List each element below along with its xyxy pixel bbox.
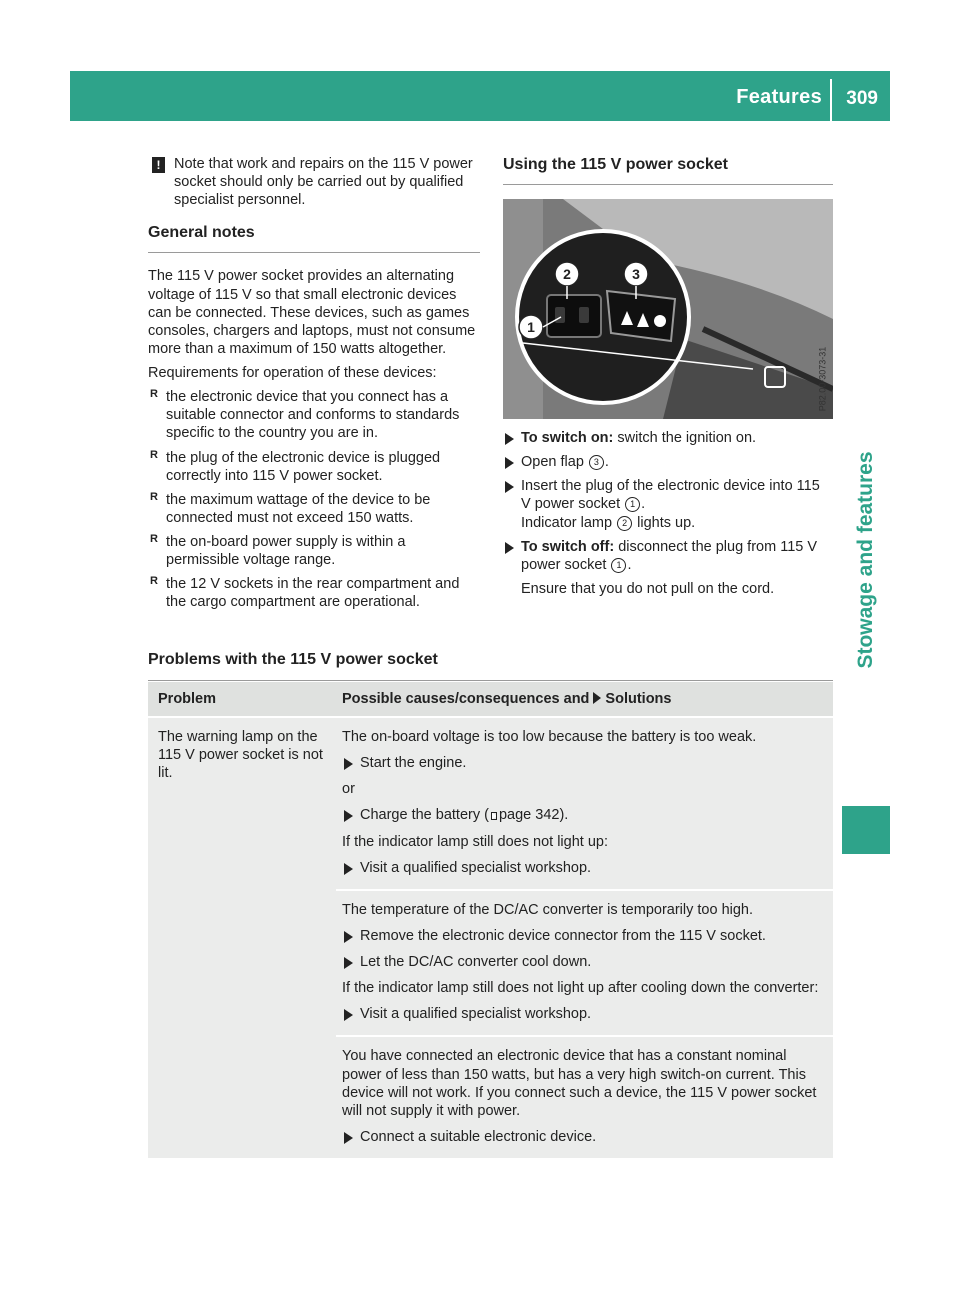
right-column — [503, 155, 833, 604]
callout-ref: 1 — [625, 497, 640, 512]
warning-text: Note that work and repairs on the 115 V power socket should only be carried out by qualified specialist personnel. — [174, 156, 473, 209]
action-item: Start the engine. — [342, 754, 827, 772]
socket-flap — [607, 291, 675, 341]
page-number: 309 — [846, 88, 878, 109]
problems-table — [148, 682, 833, 1158]
warning-icon: ! — [152, 157, 165, 173]
warning-note — [148, 155, 480, 209]
problems-heading: Problems with the 115 V power socket — [148, 650, 833, 681]
action-item: Visit a qualified specialist workshop. — [342, 1005, 827, 1023]
action-item: Connect a suitable electronic device. — [342, 1128, 827, 1146]
table-row — [148, 718, 833, 1158]
section-title: Features — [736, 86, 822, 108]
callout-3 — [624, 262, 648, 286]
step-switch-on: To switch on: switch the ignition on. — [503, 429, 833, 447]
using-heading: Using the 115 V power socket — [503, 155, 833, 185]
list-item: R the plug of the electronic device is plugged correctly into 115 V power socket. — [148, 449, 480, 485]
list-item: R the on-board power supply is within a permissible voltage range. — [148, 533, 480, 569]
chapter-marker — [842, 806, 890, 854]
table-header — [148, 682, 833, 716]
action-item: Charge the battery ( page 342). — [342, 806, 827, 824]
image-code: P82.00-3073-31 — [817, 346, 828, 411]
action-item: Let the DC/AC converter cool down. — [342, 953, 827, 971]
header-divider — [830, 79, 832, 121]
callout-ref: 3 — [589, 455, 604, 470]
causes-cell — [336, 718, 833, 1158]
callout-ref: 2 — [617, 516, 632, 531]
power-socket-illustration — [503, 199, 833, 419]
col-causes-header: Possible causes/consequences and Solutions — [342, 690, 672, 707]
action-item: Remove the electronic device connector from the 115 V socket. — [342, 927, 827, 945]
svg-text:1: 1 — [527, 319, 535, 335]
list-item: R the maximum wattage of the device to be connected must not exceed 150 watts. — [148, 491, 480, 527]
chapter-tab-label: Stowage and features — [853, 451, 877, 669]
list-item: R the electronic device that you connect has a suitable connector and conforms to standards specific to the country you are in. — [148, 388, 480, 442]
cause-switch-on-current: You have connected an electronic device that has a constant nominal power of less than 150 watts, but has a very high switch-on current. This device will not work. If you connect such a device, the 115 V power socket will not supply it with power. Connect a suitable electronic device. — [336, 1037, 833, 1158]
cause-battery: The on-board voltage is too low because the battery is too weak. Start the engine. or Charge the battery ( page 342). If the indicator lamp still does not light up: Visit a qualified specialist workshop. — [336, 718, 833, 891]
power-socket-photo — [503, 199, 833, 419]
callout-1 — [519, 315, 543, 339]
chapter-tab — [842, 410, 890, 710]
action-item: Visit a qualified specialist workshop. — [342, 859, 827, 877]
general-notes-heading: General notes — [148, 223, 480, 253]
general-notes-text: The 115 V power socket provides an alternating voltage of 115 V so that small electronic devices can be connected. These devices, such as games consoles, chargers and laptops, must not consume more than a maximum of 150 watts altogether. — [148, 268, 476, 357]
callout-2 — [555, 262, 579, 286]
list-item: R the 12 V sockets in the rear compartment and the cargo compartment are operational. — [148, 575, 480, 611]
problem-cell: The warning lamp on the 115 V power socket is not lit. — [158, 729, 323, 782]
step-switch-off: To switch off: disconnect the plug from 115 V power socket 1 . Ensure that you do not pull on the cord. — [503, 538, 833, 598]
page-header — [70, 71, 890, 121]
cause-temperature: The temperature of the DC/AC converter is temporarily too high. Remove the electronic device connector from the 115 V socket. Let the DC/AC converter cool down. If the indicator lamp still does not light up after cooling down the converter: Visit a qualified specialist workshop. — [336, 891, 833, 1038]
left-column — [148, 155, 480, 618]
step-open-flap: Open flap 3 . — [503, 453, 833, 471]
cord-note: Ensure that you do not pull on the cord. — [521, 580, 775, 597]
requirements-list — [148, 388, 480, 611]
step-insert-plug: Insert the plug of the electronic device into 115 V power socket 1 . Indicator lamp 2 lights up. — [503, 477, 833, 531]
svg-text:2: 2 — [563, 266, 571, 282]
requirements-intro: Requirements for operation of these devices: — [148, 365, 437, 381]
callout-ref: 1 — [611, 558, 626, 573]
page-ref-icon — [491, 812, 497, 820]
arrow-icon — [593, 692, 601, 704]
col-problem-header: Problem — [158, 690, 217, 707]
svg-text:3: 3 — [632, 266, 640, 282]
